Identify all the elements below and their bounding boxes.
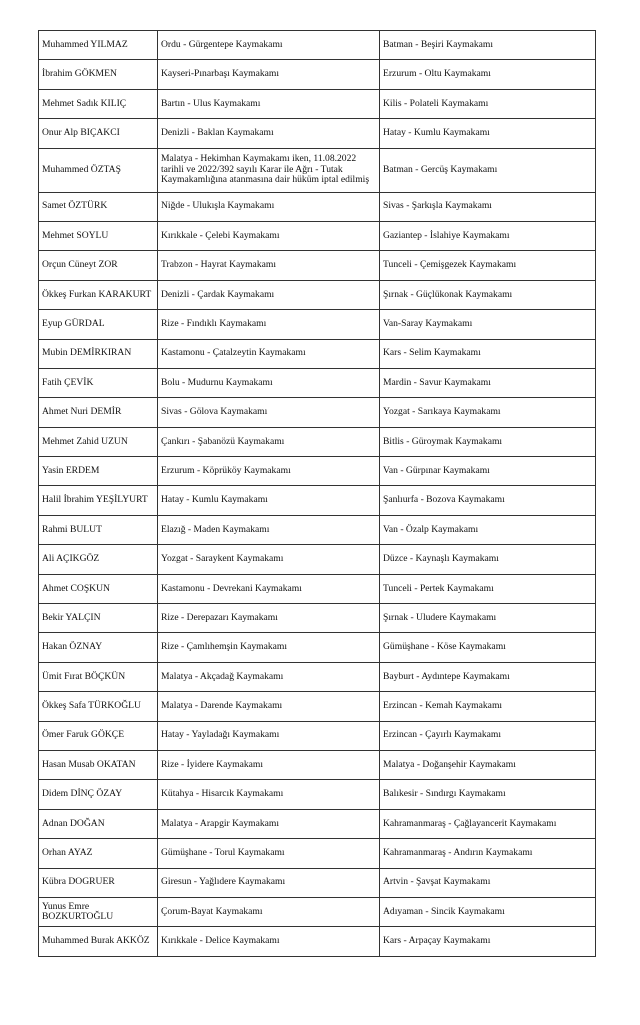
current-post-cell: Sivas - Gölova Kaymakamı: [158, 398, 380, 427]
new-post-cell: Artvin - Şavşat Kaymakamı: [380, 868, 596, 897]
table-row: [39, 368, 596, 397]
table-row: [39, 192, 596, 221]
new-post-cell: Şırnak - Uludere Kaymakamı: [380, 604, 596, 633]
appointments-table-body: [39, 31, 596, 957]
current-post-cell: Kırıkkale - Çelebi Kaymakamı: [158, 221, 380, 250]
table-row: [39, 750, 596, 779]
new-post-cell: Adıyaman - Sincik Kaymakamı: [380, 897, 596, 926]
current-post-cell: Kırıkkale - Delice Kaymakamı: [158, 927, 380, 956]
current-post-cell: Kayseri-Pınarbaşı Kaymakamı: [158, 60, 380, 89]
table-row: [39, 427, 596, 456]
current-post-cell: Kastamonu - Devrekani Kaymakamı: [158, 574, 380, 603]
current-post-cell: Malatya - Darende Kaymakamı: [158, 692, 380, 721]
table-row: [39, 280, 596, 309]
new-post-cell: Kahramanmaraş - Çağlayancerit Kaymakamı: [380, 809, 596, 838]
new-post-cell: Kilis - Polateli Kaymakamı: [380, 89, 596, 118]
name-cell: Ahmet COŞKUN: [39, 574, 158, 603]
current-post-cell: Yozgat - Saraykent Kaymakamı: [158, 545, 380, 574]
new-post-cell: Erzurum - Oltu Kaymakamı: [380, 60, 596, 89]
current-post-cell: Rize - Fındıklı Kaymakamı: [158, 310, 380, 339]
new-post-cell: Hatay - Kumlu Kaymakamı: [380, 119, 596, 148]
name-cell: Didem DİNÇ ÖZAY: [39, 780, 158, 809]
name-cell: Halil İbrahim YEŞİLYURT: [39, 486, 158, 515]
name-cell: Mehmet Sadık KILIÇ: [39, 89, 158, 118]
current-post-cell: Bartın - Ulus Kaymakamı: [158, 89, 380, 118]
table-row: [39, 721, 596, 750]
name-cell: Ökkeş Safa TÜRKOĞLU: [39, 692, 158, 721]
new-post-cell: Mardin - Savur Kaymakamı: [380, 368, 596, 397]
new-post-cell: Erzincan - Kemah Kaymakamı: [380, 692, 596, 721]
current-post-cell: Denizli - Çardak Kaymakamı: [158, 280, 380, 309]
name-cell: Ökkeş Furkan KARAKURT: [39, 280, 158, 309]
table-row: [39, 89, 596, 118]
table-row: [39, 662, 596, 691]
name-cell: Ahmet Nuri DEMİR: [39, 398, 158, 427]
name-cell: Mehmet Zahid UZUN: [39, 427, 158, 456]
name-cell: İbrahim GÖKMEN: [39, 60, 158, 89]
current-post-cell: Niğde - Ulukışla Kaymakamı: [158, 192, 380, 221]
current-post-cell: Malatya - Akçadağ Kaymakamı: [158, 662, 380, 691]
table-row: [39, 633, 596, 662]
name-cell: Fatih ÇEVİK: [39, 368, 158, 397]
new-post-cell: Batman - Gercüş Kaymakamı: [380, 148, 596, 192]
name-cell: Kübra DOGRUER: [39, 868, 158, 897]
new-post-cell: Kars - Arpaçay Kaymakamı: [380, 927, 596, 956]
table-row: [39, 251, 596, 280]
name-cell: Hasan Musab OKATAN: [39, 750, 158, 779]
name-cell: Ümit Fırat BÖÇKÜN: [39, 662, 158, 691]
table-row: [39, 31, 596, 60]
table-row: [39, 604, 596, 633]
table-row: [39, 148, 596, 192]
name-cell: Eyup GÜRDAL: [39, 310, 158, 339]
name-cell: Ali AÇIKGÖZ: [39, 545, 158, 574]
table-row: [39, 119, 596, 148]
name-cell: Orçun Cüneyt ZOR: [39, 251, 158, 280]
name-cell: Mubin DEMİRKIRAN: [39, 339, 158, 368]
new-post-cell: Kahramanmaraş - Andırın Kaymakamı: [380, 839, 596, 868]
table-row: [39, 868, 596, 897]
name-cell: Rahmi BULUT: [39, 515, 158, 544]
name-cell: Onur Alp BIÇAKCI: [39, 119, 158, 148]
table-row: [39, 486, 596, 515]
new-post-cell: Batman - Beşiri Kaymakamı: [380, 31, 596, 60]
new-post-cell: Van-Saray Kaymakamı: [380, 310, 596, 339]
current-post-cell: Trabzon - Hayrat Kaymakamı: [158, 251, 380, 280]
new-post-cell: Yozgat - Sarıkaya Kaymakamı: [380, 398, 596, 427]
table-row: [39, 339, 596, 368]
new-post-cell: Düzce - Kaynaşlı Kaymakamı: [380, 545, 596, 574]
new-post-cell: Bitlis - Güroymak Kaymakamı: [380, 427, 596, 456]
new-post-cell: Şanlıurfa - Bozova Kaymakamı: [380, 486, 596, 515]
new-post-cell: Gaziantep - İslahiye Kaymakamı: [380, 221, 596, 250]
table-row: [39, 221, 596, 250]
table-row: [39, 574, 596, 603]
current-post-cell: Kütahya - Hisarcık Kaymakamı: [158, 780, 380, 809]
table-row: [39, 897, 596, 926]
name-cell: Muhammed YILMAZ: [39, 31, 158, 60]
new-post-cell: Van - Gürpınar Kaymakamı: [380, 457, 596, 486]
new-post-cell: Van - Özalp Kaymakamı: [380, 515, 596, 544]
table-row: [39, 398, 596, 427]
table-row: [39, 839, 596, 868]
table-row: [39, 545, 596, 574]
name-cell: Muhammed Burak AKKÖZ: [39, 927, 158, 956]
current-post-cell: Hatay - Kumlu Kaymakamı: [158, 486, 380, 515]
name-cell: Hakan ÖZNAY: [39, 633, 158, 662]
current-post-cell: Elazığ - Maden Kaymakamı: [158, 515, 380, 544]
table-row: [39, 692, 596, 721]
current-post-cell: Giresun - Yağlıdere Kaymakamı: [158, 868, 380, 897]
new-post-cell: Tunceli - Pertek Kaymakamı: [380, 574, 596, 603]
name-cell: Bekir YALÇIN: [39, 604, 158, 633]
name-cell: Samet ÖZTÜRK: [39, 192, 158, 221]
current-post-cell: Denizli - Baklan Kaymakamı: [158, 119, 380, 148]
new-post-cell: Sivas - Şarkışla Kaymakamı: [380, 192, 596, 221]
table-row: [39, 780, 596, 809]
new-post-cell: Malatya - Doğanşehir Kaymakamı: [380, 750, 596, 779]
current-post-cell: Malatya - Hekimhan Kaymakamı iken, 11.08.2022 tarihli ve 2022/392 sayılı Karar ile Ağrı - Tutak Kaymakamlığına atanmasına dair hüküm iptal edilmiş: [158, 148, 380, 192]
table-row: [39, 457, 596, 486]
table-row: [39, 60, 596, 89]
current-post-cell: Kastamonu - Çatalzeytin Kaymakamı: [158, 339, 380, 368]
current-post-cell: Erzurum - Köprüköy Kaymakamı: [158, 457, 380, 486]
current-post-cell: Rize - İyidere Kaymakamı: [158, 750, 380, 779]
table-row: [39, 927, 596, 956]
name-cell: Orhan AYAZ: [39, 839, 158, 868]
table-row: [39, 310, 596, 339]
new-post-cell: Bayburt - Aydıntepe Kaymakamı: [380, 662, 596, 691]
current-post-cell: Çankırı - Şabanözü Kaymakamı: [158, 427, 380, 456]
current-post-cell: Rize - Derepazarı Kaymakamı: [158, 604, 380, 633]
name-cell: Yasin ERDEM: [39, 457, 158, 486]
table-row: [39, 809, 596, 838]
name-cell: Muhammed ÖZTAŞ: [39, 148, 158, 192]
name-cell: Ömer Faruk GÖKÇE: [39, 721, 158, 750]
current-post-cell: Çorum-Bayat Kaymakamı: [158, 897, 380, 926]
current-post-cell: Gümüşhane - Torul Kaymakamı: [158, 839, 380, 868]
current-post-cell: Ordu - Gürgentepe Kaymakamı: [158, 31, 380, 60]
name-cell: Yunus Emre BOZKURTOĞLU: [39, 897, 158, 926]
new-post-cell: Şırnak - Güçlükonak Kaymakamı: [380, 280, 596, 309]
table-row: [39, 515, 596, 544]
new-post-cell: Gümüşhane - Köse Kaymakamı: [380, 633, 596, 662]
current-post-cell: Bolu - Mudurnu Kaymakamı: [158, 368, 380, 397]
new-post-cell: Erzincan - Çayırlı Kaymakamı: [380, 721, 596, 750]
current-post-cell: Malatya - Arapgir Kaymakamı: [158, 809, 380, 838]
current-post-cell: Rize - Çamlıhemşin Kaymakamı: [158, 633, 380, 662]
name-cell: Mehmet SOYLU: [39, 221, 158, 250]
new-post-cell: Tunceli - Çemişgezek Kaymakamı: [380, 251, 596, 280]
new-post-cell: Balıkesir - Sındırgı Kaymakamı: [380, 780, 596, 809]
new-post-cell: Kars - Selim Kaymakamı: [380, 339, 596, 368]
appointments-table: [38, 30, 596, 957]
name-cell: Adnan DOĞAN: [39, 809, 158, 838]
current-post-cell: Hatay - Yayladağı Kaymakamı: [158, 721, 380, 750]
